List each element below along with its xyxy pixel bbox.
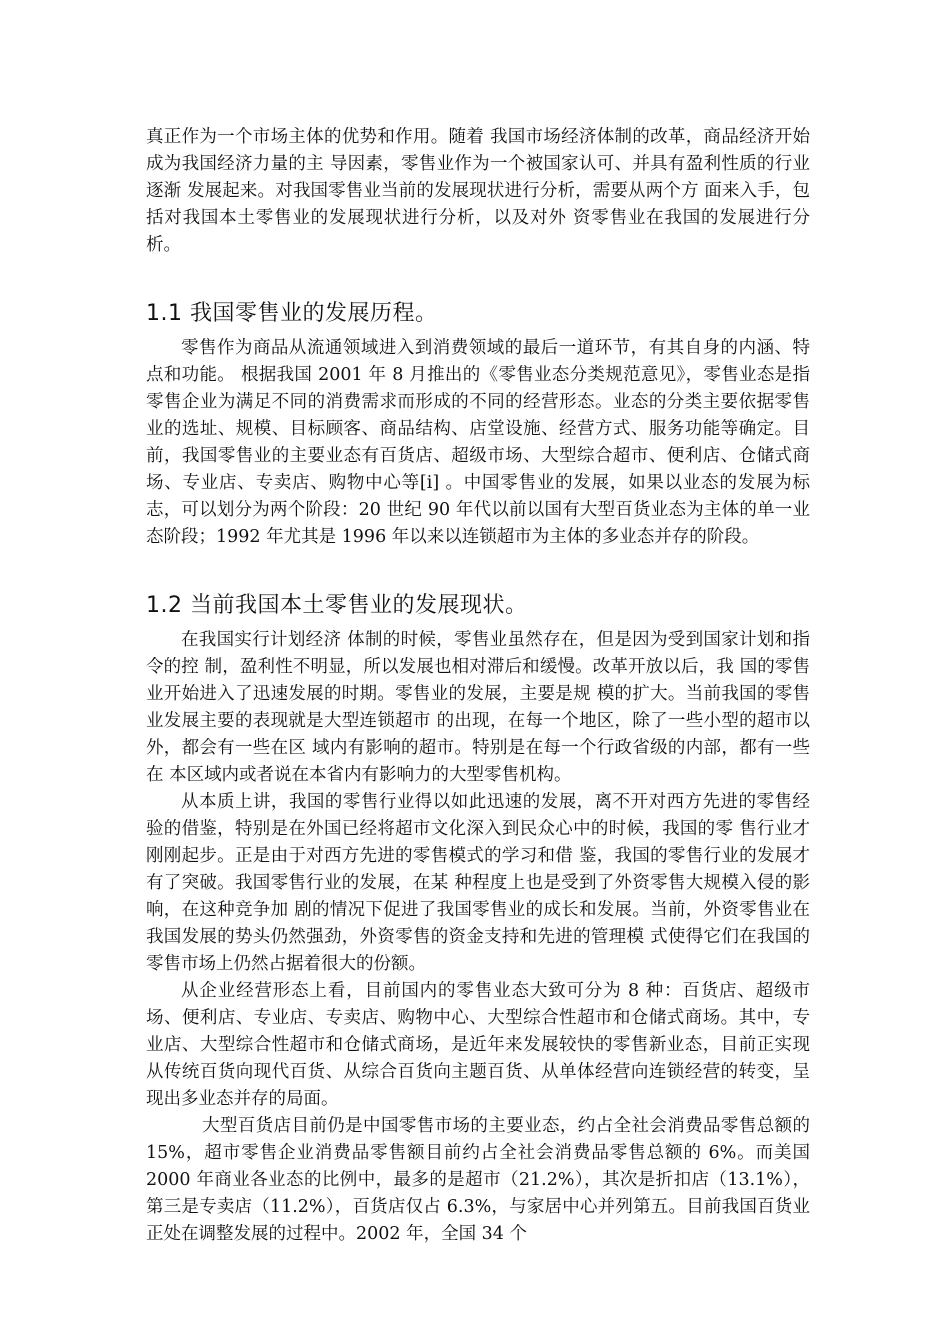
section-1-2-paragraph-2: 从本质上讲，我国的零售行业得以如此迅速的发展，离不开对西方先进的零售经验的借鉴，特别是在外国已经将超市文化深入到民众心中的时候，我国的零 售行业才刚刚起步。正是由于对西方先进的零售模式的学习和借 鉴，我国的零售行业的发展才有了突破。我国零售行业的发展，在某 种程度上也是受到了外资零售大规模入侵的影响，在这种竞争加 剧的情况下促进了我国零售业的成长和发展。当前，外资零售业在 我国发展的势头仍然强劲，外资零售的资金支持和先进的管理模 式使得它们在我国的零售市场上仍然占据着很大的份额。 xyxy=(146,792,810,974)
section-1-1-paragraph: 零售作为商品从流通领域进入到消费领域的最后一道环节，有其自身的内涵、特点和功能。 根据我国 2001 年 8 月推出的《零售业态分类规范意见》，零售业态是指零售企业为满足不同的消费需求而形成的不同的经营形态。业态的分类主要依据零售业的选址、规模、目标顾客、商品结构、店堂设施、经营方式、服务功能等确定。目前，我国零售业的主要业态有百货店、超级市场、大型综合超市、便利店、仓储式商场、专业店、专卖店、购物中心等[i] 。中国零售业的发展，如果以业态的发展为标志，可以划分为两个阶段：20 世纪 90 年代以前以国有大型百货业态为主体的单一业态阶段；1992 年尤其是 1996 年以来以连锁超市为主体的多业态并存的阶段。 xyxy=(146,338,810,547)
section-1-2-paragraph-1: 在我国实行计划经济 体制的时候，零售业虽然存在，但是因为受到国家计划和指令的控 制，盈利性不明显，所以发展也相对滞后和缓慢。改革开放以后，我 国的零售业开始进入了迅速发展的时期。零售业的发展，主要是规 模的扩大。当前我国的零售业发展主要的表现就是大型连锁超市 的出现，在每一个地区，除了一些小型的超市以外，都会有一些在区 域内有影响的超市。特别是在每一个行政省级的内部，都有一些在 本区域内或者说在本省内有影响力的大型零售机构。 xyxy=(146,630,810,785)
section-1-2-paragraph-4: 大型百货店目前仍是中国零售市场的主要业态，约占全社会消费品零售总额的 15%，超市零售企业消费品零售额目前约占全社会消费品零售总额的 6%。而美国 2000 年商业各业态的比例中，最多的是超市（21.2%），其次是折扣店（13.1%），第三是专卖店（11.2%），百货店仅占 6.3%，与家居中心并列第五。目前我国百货业正处在调整发展的过程中。2002 年，全国 34 个 xyxy=(146,1116,810,1244)
section-heading-1-1: 1.1 我国零售业的发展历程。 xyxy=(146,301,438,326)
intro-paragraph: 真正作为一个市场主体的优势和作用。随着 我国市场经济体制的改革，商品经济开始成为我国经济力量的主 导因素，零售业作为一个被国家认可、并具有盈利性质的行业逐渐 发展起来。对我国零售业当前的发展现状进行分析，需要从两个方 面来入手，包括对我国本土零售业的发展现状进行分析，以及对外 资零售业在我国的发展进行分析。 xyxy=(146,127,810,255)
section-1-2-paragraph-3: 从企业经营形态上看，目前国内的零售业态大致可分为 8 种：百货店、超级市场、便利店、专业店、专卖店、购物中心、大型综合性超市和仓储式商场。其中，专业店、大型综合性超市和仓储式商场，是近年来发展较快的零售新业态，目前正实现从传统百货向现代百货、从综合百货向主题百货、从单体经营向连锁经营的转变，呈现出多业态并存的局面。 xyxy=(146,981,810,1109)
section-heading-1-2: 1.2 当前我国本土零售业的发展现状。 xyxy=(146,593,528,618)
document-page xyxy=(146,124,810,1248)
